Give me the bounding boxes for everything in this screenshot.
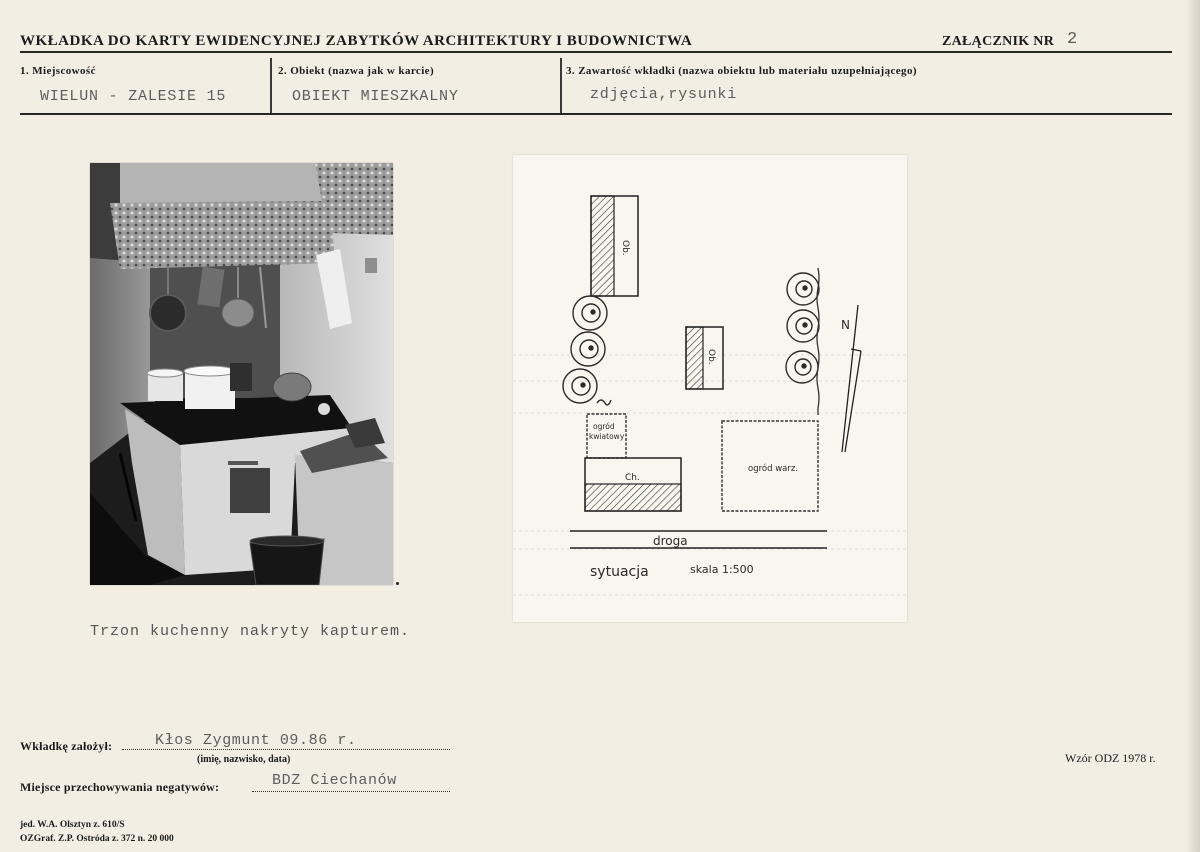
contents-label: 3. Zawartość wkładki (nazwa obiektu lub materiału uzupełniającego) xyxy=(566,65,917,77)
ink-dot xyxy=(396,582,399,585)
flower-garden-label: kwiatowy xyxy=(589,432,625,441)
hanging-pan xyxy=(150,295,186,331)
kettle xyxy=(273,373,311,401)
kitchen-stove-photo xyxy=(90,163,393,585)
building-1-label: Ob. xyxy=(620,240,630,256)
site-plan-sketch xyxy=(513,155,907,622)
photo-caption: Trzon kuchenny nakryty kapturem. xyxy=(90,623,411,640)
field-divider xyxy=(560,58,562,114)
created-by-label: Wkładkę założył: xyxy=(20,739,113,753)
cup xyxy=(318,403,330,415)
locality-value: WIELUN - ZALESIE 15 xyxy=(40,88,227,105)
fields-rule xyxy=(20,113,1172,115)
plan-scale: skala 1:500 xyxy=(690,563,754,576)
object-value: OBIEKT MIESZKALNY xyxy=(292,88,459,105)
created-by-line xyxy=(122,749,450,750)
curtain xyxy=(315,163,393,235)
road-label: droga xyxy=(653,534,688,548)
created-by-value: Kłos Zygmunt 09.86 r. xyxy=(155,732,357,749)
object-label: 2. Obiekt (nazwa jak w karcie) xyxy=(278,65,435,77)
negatives-label: Miejsce przechowywania negatywów: xyxy=(20,780,220,794)
attachment-label: ZAŁĄCZNIK NR xyxy=(942,34,1055,49)
building-2-label: Ob. xyxy=(706,349,716,365)
print-info-line: OZGraf. Z.P. Ostróda z. 372 n. 20 000 xyxy=(20,834,174,844)
negatives-value: BDZ Ciechanów xyxy=(272,772,397,789)
barn-label: Ch. xyxy=(625,473,640,483)
attachment-number: 2 xyxy=(1067,30,1078,49)
hood-fabric xyxy=(110,201,335,269)
hanging-pan xyxy=(222,299,254,327)
print-info-line: jed. W.A. Olsztyn z. 610/S xyxy=(20,820,125,830)
locality-label: 1. Miejscowość xyxy=(20,65,96,77)
plan-title: sytuacja xyxy=(590,564,649,580)
field-divider xyxy=(270,58,272,114)
header-rule xyxy=(20,51,1172,53)
template-version: Wzór ODZ 1978 r. xyxy=(1065,751,1156,765)
pot xyxy=(230,363,252,391)
created-by-hint: (imię, nazwisko, data) xyxy=(197,754,291,765)
wall-outlet xyxy=(365,258,377,273)
oven-door xyxy=(230,468,270,513)
vegetable-garden-label: ogród warz. xyxy=(748,464,799,474)
north-label: N xyxy=(841,318,850,332)
negatives-line xyxy=(252,791,450,792)
form-title: WKŁADKA DO KARTY EWIDENCYJNEJ ZABYTKÓW ARCHITEKTURY I BUDOWNICTWA xyxy=(20,33,693,49)
pot xyxy=(185,371,235,409)
contents-value: zdjęcia,rysunki xyxy=(590,86,738,103)
flower-garden-label: ogród xyxy=(593,422,615,431)
